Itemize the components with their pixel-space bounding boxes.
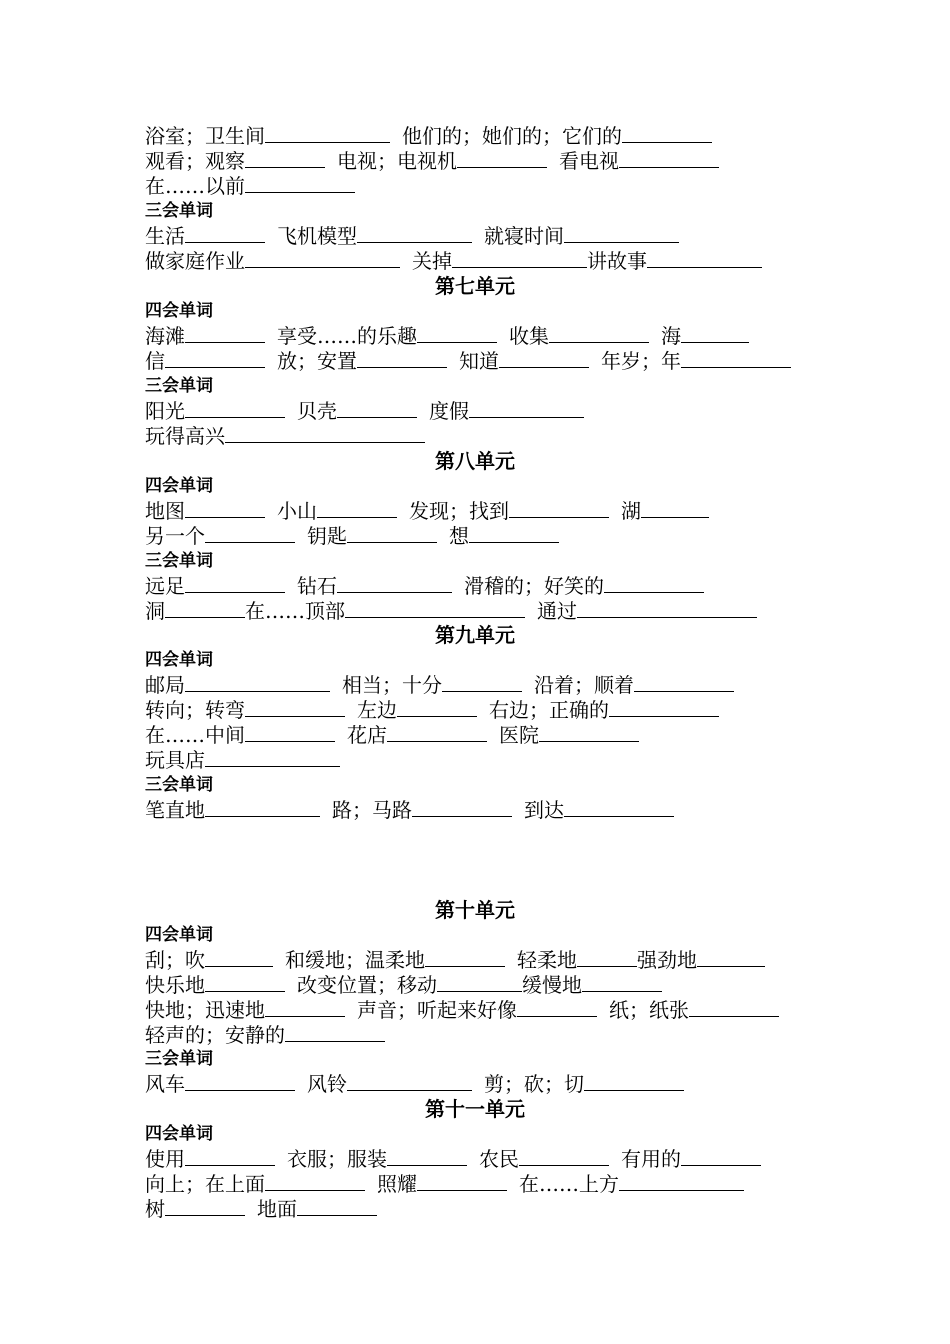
answer-blank[interactable] bbox=[245, 249, 400, 268]
vocab-item bbox=[429, 399, 584, 424]
vocab-item bbox=[524, 798, 674, 823]
unit-title: 第八单元 bbox=[435, 449, 515, 473]
vocab-item bbox=[277, 499, 397, 524]
vocab-line bbox=[145, 973, 662, 998]
vocab-word: 信 bbox=[145, 349, 165, 373]
section-label: 四会单词 bbox=[145, 301, 213, 321]
vocab-item bbox=[559, 149, 719, 174]
vocab-item bbox=[145, 798, 320, 823]
vocab-line bbox=[145, 224, 679, 249]
vocab-item bbox=[145, 998, 345, 1023]
vocab-item bbox=[499, 723, 639, 748]
answer-blank[interactable] bbox=[185, 399, 285, 418]
answer-blank[interactable] bbox=[412, 798, 512, 817]
answer-blank[interactable] bbox=[387, 723, 487, 742]
vocab-word: 在……上方 bbox=[519, 1172, 619, 1196]
vocab-word: 年岁；年 bbox=[601, 349, 681, 373]
vocab-word: 远足 bbox=[145, 574, 185, 598]
vocab-item bbox=[307, 1072, 472, 1097]
vocab-line bbox=[145, 499, 709, 524]
answer-blank[interactable] bbox=[297, 1197, 377, 1216]
answer-blank[interactable] bbox=[265, 1172, 365, 1191]
vocab-line bbox=[145, 1197, 377, 1222]
vocab-word: 路；马路 bbox=[332, 798, 412, 822]
vocab-line bbox=[145, 673, 734, 698]
vocab-item bbox=[145, 948, 273, 973]
vocab-item bbox=[245, 599, 525, 624]
unit-title: 第十单元 bbox=[435, 898, 515, 922]
vocab-item bbox=[145, 249, 400, 274]
answer-blank[interactable] bbox=[245, 698, 345, 717]
answer-blank[interactable] bbox=[584, 1072, 684, 1091]
vocab-word: 观看；观察 bbox=[145, 149, 245, 173]
vocab-word: 放；安置 bbox=[277, 349, 357, 373]
vocab-item bbox=[449, 524, 559, 549]
vocab-word: 想 bbox=[449, 524, 469, 548]
vocab-word: 看电视 bbox=[559, 149, 619, 173]
vocab-line bbox=[145, 174, 355, 199]
vocab-word: 洞 bbox=[145, 599, 165, 623]
answer-blank[interactable] bbox=[582, 973, 662, 992]
vocab-line bbox=[145, 1023, 385, 1048]
vocab-item bbox=[519, 1172, 744, 1197]
vocab-word: 玩得高兴 bbox=[145, 424, 225, 448]
vocab-word: 他们的；她们的；它们的 bbox=[402, 124, 622, 148]
vocab-word: 另一个 bbox=[145, 524, 205, 548]
vocab-word: 电视；电视机 bbox=[337, 149, 457, 173]
vocab-word: 衣服；服装 bbox=[287, 1147, 387, 1171]
vocab-item bbox=[509, 324, 649, 349]
vocab-item bbox=[637, 948, 765, 973]
section-label: 四会单词 bbox=[145, 925, 213, 945]
vocab-item bbox=[145, 424, 425, 449]
vocab-word: 花店 bbox=[347, 723, 387, 747]
vocab-word: 关掉 bbox=[412, 249, 452, 273]
vocab-word: 笔直地 bbox=[145, 798, 205, 822]
vocab-item bbox=[489, 698, 719, 723]
vocab-word: 生活 bbox=[145, 224, 185, 248]
answer-blank[interactable] bbox=[509, 499, 609, 518]
vocab-word: 左边 bbox=[357, 698, 397, 722]
vocab-item bbox=[277, 324, 497, 349]
vocab-word: 右边；正确的 bbox=[489, 698, 609, 722]
vocab-item bbox=[661, 324, 749, 349]
unit-title: 第九单元 bbox=[435, 623, 515, 647]
vocab-word: 医院 bbox=[499, 723, 539, 747]
vocab-word: 滑稽的；好笑的 bbox=[464, 574, 604, 598]
vocab-word: 浴室；卫生间 bbox=[145, 124, 265, 148]
vocab-word: 钻石 bbox=[297, 574, 337, 598]
vocab-item bbox=[464, 574, 704, 599]
vocab-word: 转向；转弯 bbox=[145, 698, 245, 722]
vocab-item bbox=[297, 399, 417, 424]
vocab-item bbox=[145, 324, 265, 349]
vocab-word: 快乐地 bbox=[145, 973, 205, 997]
vocab-item bbox=[621, 1147, 761, 1172]
answer-blank[interactable] bbox=[245, 723, 335, 742]
answer-blank[interactable] bbox=[285, 1023, 385, 1042]
vocab-word: 度假 bbox=[429, 399, 469, 423]
vocab-word: 轻柔地 bbox=[517, 948, 577, 972]
vocab-item bbox=[522, 973, 662, 998]
vocab-item bbox=[402, 124, 712, 149]
vocab-item bbox=[609, 998, 779, 1023]
answer-blank[interactable] bbox=[641, 499, 709, 518]
vocab-line bbox=[145, 1072, 684, 1097]
answer-blank[interactable] bbox=[387, 1147, 467, 1166]
answer-blank[interactable] bbox=[564, 798, 674, 817]
answer-blank[interactable] bbox=[317, 499, 397, 518]
answer-blank[interactable] bbox=[469, 399, 584, 418]
answer-blank[interactable] bbox=[185, 1147, 275, 1166]
vocab-word: 相当；十分 bbox=[342, 673, 442, 697]
answer-blank[interactable] bbox=[417, 1172, 507, 1191]
vocab-word: 玩具店 bbox=[145, 748, 205, 772]
answer-blank[interactable] bbox=[634, 673, 734, 692]
answer-blank[interactable] bbox=[205, 948, 273, 967]
vocab-word: 知道 bbox=[459, 349, 499, 373]
vocab-word: 讲故事 bbox=[587, 249, 647, 273]
vocab-word: 邮局 bbox=[145, 673, 185, 697]
vocab-item bbox=[347, 723, 487, 748]
answer-blank[interactable] bbox=[185, 574, 285, 593]
answer-blank[interactable] bbox=[442, 673, 522, 692]
vocab-word: 照耀 bbox=[377, 1172, 417, 1196]
vocab-word: 风铃 bbox=[307, 1072, 347, 1096]
answer-blank[interactable] bbox=[265, 998, 345, 1017]
vocab-item bbox=[145, 499, 265, 524]
answer-blank[interactable] bbox=[619, 1172, 744, 1191]
vocab-word: 快地；迅速地 bbox=[145, 998, 265, 1022]
vocab-item bbox=[484, 1072, 684, 1097]
vocab-word: 在……中间 bbox=[145, 723, 245, 747]
answer-blank[interactable] bbox=[347, 524, 437, 543]
vocab-word: 贝壳 bbox=[297, 399, 337, 423]
answer-blank[interactable] bbox=[357, 349, 447, 368]
vocab-item bbox=[145, 399, 285, 424]
vocab-item bbox=[621, 499, 709, 524]
vocab-item bbox=[145, 1172, 365, 1197]
vocab-word: 声音；听起来好像 bbox=[357, 998, 517, 1022]
vocab-line bbox=[145, 998, 779, 1023]
answer-blank[interactable] bbox=[681, 349, 791, 368]
answer-blank[interactable] bbox=[499, 349, 589, 368]
answer-blank[interactable] bbox=[577, 599, 757, 618]
vocab-word: 小山 bbox=[277, 499, 317, 523]
answer-blank[interactable] bbox=[681, 324, 749, 343]
vocab-word: 钥匙 bbox=[307, 524, 347, 548]
vocab-word: 地图 bbox=[145, 499, 185, 523]
vocab-word: 和缓地；温柔地 bbox=[285, 948, 425, 972]
vocab-item bbox=[459, 349, 589, 374]
answer-blank[interactable] bbox=[577, 948, 637, 967]
vocab-item bbox=[534, 673, 734, 698]
vocab-item bbox=[287, 1147, 467, 1172]
vocab-item bbox=[145, 149, 325, 174]
answer-blank[interactable] bbox=[347, 1072, 472, 1091]
vocab-word: 湖 bbox=[621, 499, 641, 523]
vocab-line bbox=[145, 349, 791, 374]
vocab-word: 发现；找到 bbox=[409, 499, 509, 523]
vocab-line bbox=[145, 124, 712, 149]
vocab-item bbox=[145, 599, 245, 624]
vocab-line bbox=[145, 798, 674, 823]
vocab-item bbox=[145, 973, 285, 998]
vocab-word: 通过 bbox=[537, 599, 577, 623]
vocab-word: 强劲地 bbox=[637, 948, 697, 972]
vocab-item bbox=[337, 149, 547, 174]
vocab-word: 轻声的；安静的 bbox=[145, 1023, 285, 1047]
vocab-item bbox=[145, 574, 285, 599]
vocab-word: 海 bbox=[661, 324, 681, 348]
vocab-item bbox=[257, 1197, 377, 1222]
vocab-item bbox=[145, 124, 390, 149]
vocab-item bbox=[145, 673, 330, 698]
vocab-word: 就寝时间 bbox=[484, 224, 564, 248]
answer-blank[interactable] bbox=[539, 723, 639, 742]
vocab-item bbox=[285, 948, 505, 973]
answer-blank[interactable] bbox=[681, 1147, 761, 1166]
answer-blank[interactable] bbox=[517, 998, 597, 1017]
vocab-word: 树 bbox=[145, 1197, 165, 1221]
vocab-item bbox=[412, 249, 587, 274]
vocab-word: 缓慢地 bbox=[522, 973, 582, 997]
unit-title: 第七单元 bbox=[435, 274, 515, 298]
section-label: 四会单词 bbox=[145, 476, 213, 496]
answer-blank[interactable] bbox=[457, 149, 547, 168]
vocab-item bbox=[479, 1147, 609, 1172]
answer-blank[interactable] bbox=[185, 1072, 295, 1091]
vocab-item bbox=[145, 524, 295, 549]
unit-title: 第十一单元 bbox=[425, 1097, 525, 1121]
answer-blank[interactable] bbox=[337, 574, 452, 593]
section-label: 三会单词 bbox=[145, 201, 213, 221]
vocab-word: 风车 bbox=[145, 1072, 185, 1096]
answer-blank[interactable] bbox=[165, 599, 245, 618]
vocab-item bbox=[537, 599, 757, 624]
answer-blank[interactable] bbox=[245, 174, 355, 193]
vocab-item bbox=[307, 524, 437, 549]
section-label: 四会单词 bbox=[145, 1124, 213, 1144]
vocab-word: 向上；在上面 bbox=[145, 1172, 265, 1196]
answer-blank[interactable] bbox=[647, 249, 762, 268]
vocab-line bbox=[145, 149, 719, 174]
vocab-line bbox=[145, 748, 340, 773]
answer-blank[interactable] bbox=[205, 748, 340, 767]
vocab-item bbox=[145, 723, 335, 748]
vocab-line bbox=[145, 399, 584, 424]
answer-blank[interactable] bbox=[337, 399, 417, 418]
vocab-word: 地面 bbox=[257, 1197, 297, 1221]
vocab-item bbox=[297, 574, 452, 599]
answer-blank[interactable] bbox=[185, 673, 330, 692]
vocab-line bbox=[145, 524, 559, 549]
answer-blank[interactable] bbox=[185, 324, 265, 343]
vocab-line bbox=[145, 698, 719, 723]
vocab-line bbox=[145, 599, 757, 624]
vocab-line bbox=[145, 324, 749, 349]
vocab-item bbox=[277, 224, 472, 249]
vocab-word: 农民 bbox=[479, 1147, 519, 1171]
vocab-word: 海滩 bbox=[145, 324, 185, 348]
vocab-line bbox=[145, 948, 765, 973]
answer-blank[interactable] bbox=[622, 124, 712, 143]
vocab-item bbox=[357, 998, 597, 1023]
vocab-word: 在……顶部 bbox=[245, 599, 345, 623]
vocab-word: 到达 bbox=[524, 798, 564, 822]
answer-blank[interactable] bbox=[619, 149, 719, 168]
vocab-word: 有用的 bbox=[621, 1147, 681, 1171]
answer-blank[interactable] bbox=[609, 698, 719, 717]
vocab-word: 收集 bbox=[509, 324, 549, 348]
answer-blank[interactable] bbox=[165, 1197, 245, 1216]
vocab-item bbox=[145, 1023, 385, 1048]
answer-blank[interactable] bbox=[225, 424, 425, 443]
vocab-item bbox=[145, 174, 355, 199]
vocab-item bbox=[484, 224, 679, 249]
answer-blank[interactable] bbox=[519, 1147, 609, 1166]
answer-blank[interactable] bbox=[205, 798, 320, 817]
answer-blank[interactable] bbox=[549, 324, 649, 343]
answer-blank[interactable] bbox=[345, 599, 525, 618]
answer-blank[interactable] bbox=[185, 224, 265, 243]
answer-blank[interactable] bbox=[697, 948, 765, 967]
vocab-item bbox=[145, 349, 265, 374]
vocab-item bbox=[357, 698, 477, 723]
vocab-item bbox=[409, 499, 609, 524]
vocab-item bbox=[145, 1072, 295, 1097]
vocab-item bbox=[145, 748, 340, 773]
answer-blank[interactable] bbox=[397, 698, 477, 717]
vocab-item bbox=[145, 698, 345, 723]
vocab-line bbox=[145, 1172, 744, 1197]
vocab-word: 沿着；顺着 bbox=[534, 673, 634, 697]
vocab-line bbox=[145, 723, 639, 748]
vocab-item bbox=[342, 673, 522, 698]
answer-blank[interactable] bbox=[564, 224, 679, 243]
vocab-line bbox=[145, 424, 425, 449]
vocab-item bbox=[277, 349, 447, 374]
answer-blank[interactable] bbox=[185, 499, 265, 518]
vocab-item bbox=[517, 948, 637, 973]
vocab-word: 享受……的乐趣 bbox=[277, 324, 417, 348]
vocab-item bbox=[297, 973, 522, 998]
answer-blank[interactable] bbox=[205, 524, 295, 543]
vocab-word: 阳光 bbox=[145, 399, 185, 423]
section-label: 三会单词 bbox=[145, 376, 213, 396]
vocab-word: 刮；吹 bbox=[145, 948, 205, 972]
vocab-item bbox=[601, 349, 791, 374]
answer-blank[interactable] bbox=[245, 149, 325, 168]
vocab-line bbox=[145, 1147, 761, 1172]
section-label: 三会单词 bbox=[145, 1049, 213, 1069]
vocab-word: 剪；砍；切 bbox=[484, 1072, 584, 1096]
vocab-item bbox=[145, 1197, 245, 1222]
answer-blank[interactable] bbox=[165, 349, 265, 368]
vocab-line bbox=[145, 249, 762, 274]
answer-blank[interactable] bbox=[357, 224, 472, 243]
section-label: 三会单词 bbox=[145, 775, 213, 795]
vocab-item bbox=[587, 249, 762, 274]
answer-blank[interactable] bbox=[205, 973, 285, 992]
vocab-word: 飞机模型 bbox=[277, 224, 357, 248]
vocab-word: 纸；纸张 bbox=[609, 998, 689, 1022]
vocab-word: 在……以前 bbox=[145, 174, 245, 198]
answer-blank[interactable] bbox=[425, 948, 505, 967]
vocab-word: 使用 bbox=[145, 1147, 185, 1171]
vocab-item bbox=[332, 798, 512, 823]
vocab-word: 做家庭作业 bbox=[145, 249, 245, 273]
vocab-item bbox=[145, 224, 265, 249]
vocab-line bbox=[145, 574, 704, 599]
vocab-item bbox=[377, 1172, 507, 1197]
section-label: 四会单词 bbox=[145, 650, 213, 670]
vocab-item bbox=[145, 1147, 275, 1172]
answer-blank[interactable] bbox=[469, 524, 559, 543]
answer-blank[interactable] bbox=[689, 998, 779, 1017]
answer-blank[interactable] bbox=[417, 324, 497, 343]
section-label: 三会单词 bbox=[145, 551, 213, 571]
answer-blank[interactable] bbox=[604, 574, 704, 593]
answer-blank[interactable] bbox=[452, 249, 587, 268]
answer-blank[interactable] bbox=[265, 124, 390, 143]
vocab-word: 改变位置；移动 bbox=[297, 973, 437, 997]
answer-blank[interactable] bbox=[437, 973, 522, 992]
